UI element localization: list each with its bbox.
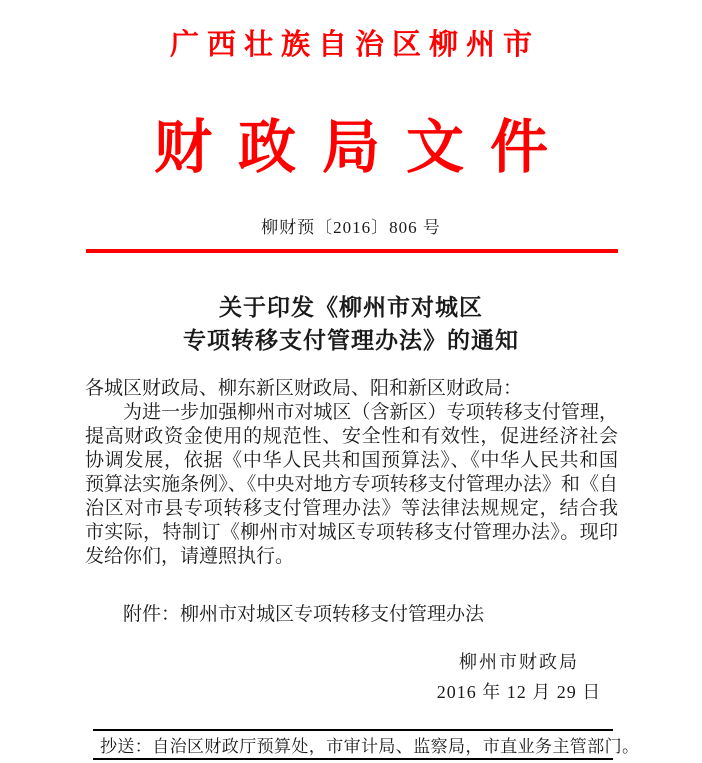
issuing-authority: 柳州市财政局 <box>459 652 579 672</box>
body-line: 治区对市县专项转移支付管理办法》等法律法规规定，结合我 <box>85 498 618 519</box>
cc-distribution-text: 抄送：自治区财政厅预算处，市审计局、监察局，市直业务主管部门。 <box>100 737 640 756</box>
letterhead-agency-document-title: 财政局文件 <box>153 115 574 180</box>
document-reference-number: 柳财预〔2016〕806 号 <box>261 218 441 237</box>
document-body <box>85 377 618 569</box>
body-line: 为进一步加强柳州市对城区（含新区）专项转移支付管理， <box>123 402 618 423</box>
body-line: 预算法实施条例》、《中央对地方专项转移支付管理办法》和《自 <box>85 474 618 495</box>
document-title-line1: 关于印发《柳州市对城区 <box>219 295 483 320</box>
body-line: 提高财政资金使用的规范性、安全性和有效性，促进经济社会 <box>85 426 618 447</box>
body-line: 市实际，特制订《柳州市对城区专项转移支付管理办法》。现印 <box>85 522 618 543</box>
document-title-line2: 专项转移支付管理办法》的通知 <box>183 328 519 353</box>
body-line: 发给你们，请遵照执行。 <box>85 546 295 567</box>
signature-block <box>411 652 627 703</box>
letterhead-region-name: 广西壮族自治区柳州市 <box>169 29 540 61</box>
attachment-line: 附件：柳州市对城区专项转移支付管理办法 <box>123 604 485 625</box>
cc-distribution-box <box>93 729 640 760</box>
salutation-line: 各城区财政局、柳东新区财政局、阳和新区财政局： <box>85 378 523 399</box>
body-line: 协调发展，依据《中华人民共和国预算法》、《中华人民共和国 <box>85 450 618 471</box>
document-title <box>0 291 702 357</box>
letterhead-divider-rule <box>86 249 618 253</box>
issue-date: 2016 年 12 月 29 日 <box>436 682 602 702</box>
